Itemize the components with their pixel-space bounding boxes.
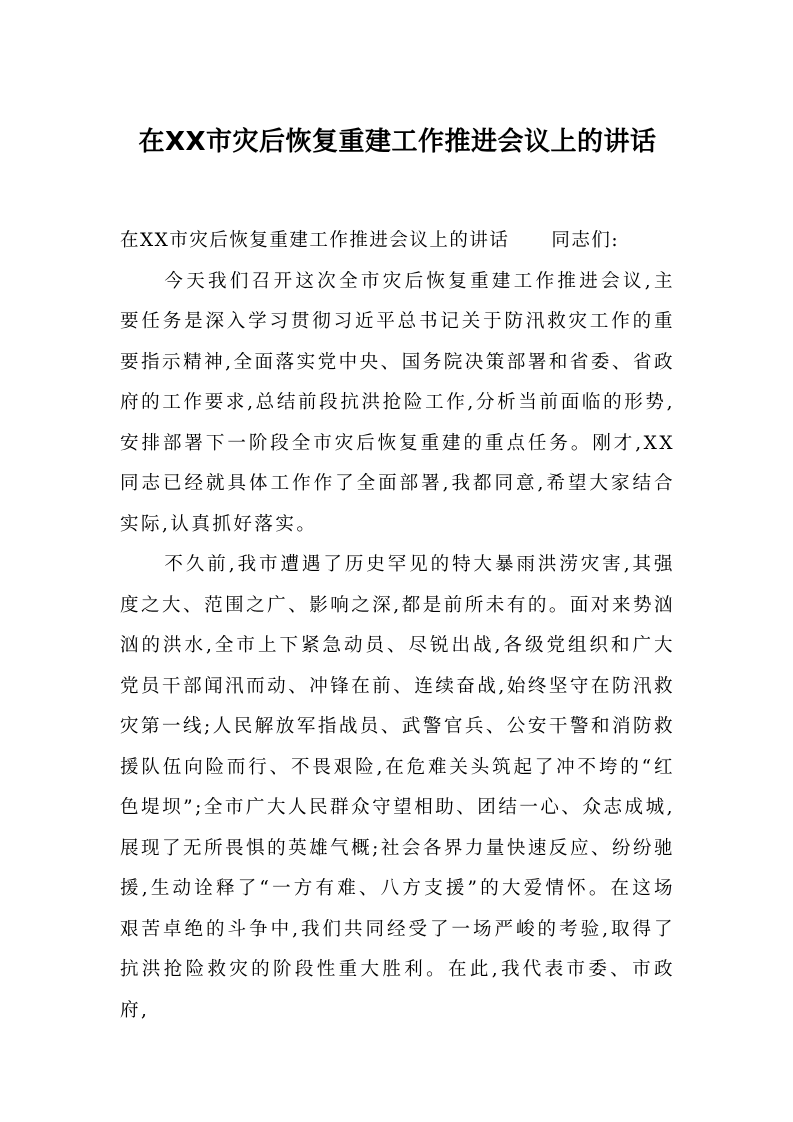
- lead-line: [120, 221, 675, 262]
- salutation: 同志们:: [551, 230, 620, 251]
- paragraph-1: 今天我们召开这次全市灾后恢复重建工作推进会议,主要任务是深入学习贯彻习近平总书记关于防汛救灾工作的重要指示精神,全面落实党中央、国务院决策部署和省委、省政府的工作要求,总结前段抗洪抢险工作,分析当前面临的形势,安排部署下一阶段全市灾后恢复重建的重点任务。刚才,XX同志已经就具体工作作了全面部署,我都同意,希望大家结合实际,认真抓好落实。: [120, 270, 675, 535]
- document-body: [120, 221, 675, 1031]
- document-title: 在XX市灾后恢复重建工作推进会议上的讲话: [138, 127, 657, 157]
- lead-title: 在XX市灾后恢复重建工作推进会议上的讲话: [120, 230, 510, 251]
- paragraph-2: 不久前,我市遭遇了历史罕见的特大暴雨洪涝灾害,其强度之大、范围之广、影响之深,都是前所未有的。面对来势汹汹的洪水,全市上下紧急动员、尽锐出战,各级党组织和广大党员干部闻汛而动、冲锋在前、连续奋战,始终坚守在防汛救灾第一线;人民解放军指战员、武警官兵、公安干警和消防救援队伍向险而行、不畏艰险,在危难关头筑起了冲不垮的“红色堤坝”;全市广大人民群众守望相助、团结一心、众志成城,展现了无所畏惧的英雄气概;社会各界力量快速反应、纷纷驰援,生动诠释了“一方有难、八方支援”的大爱情怀。在这场艰苦卓绝的斗争中,我们共同经受了一场严峻的考验,取得了抗洪抢险救灾的阶段性重大胜利。在此,我代表市委、市政府,: [120, 554, 675, 1021]
